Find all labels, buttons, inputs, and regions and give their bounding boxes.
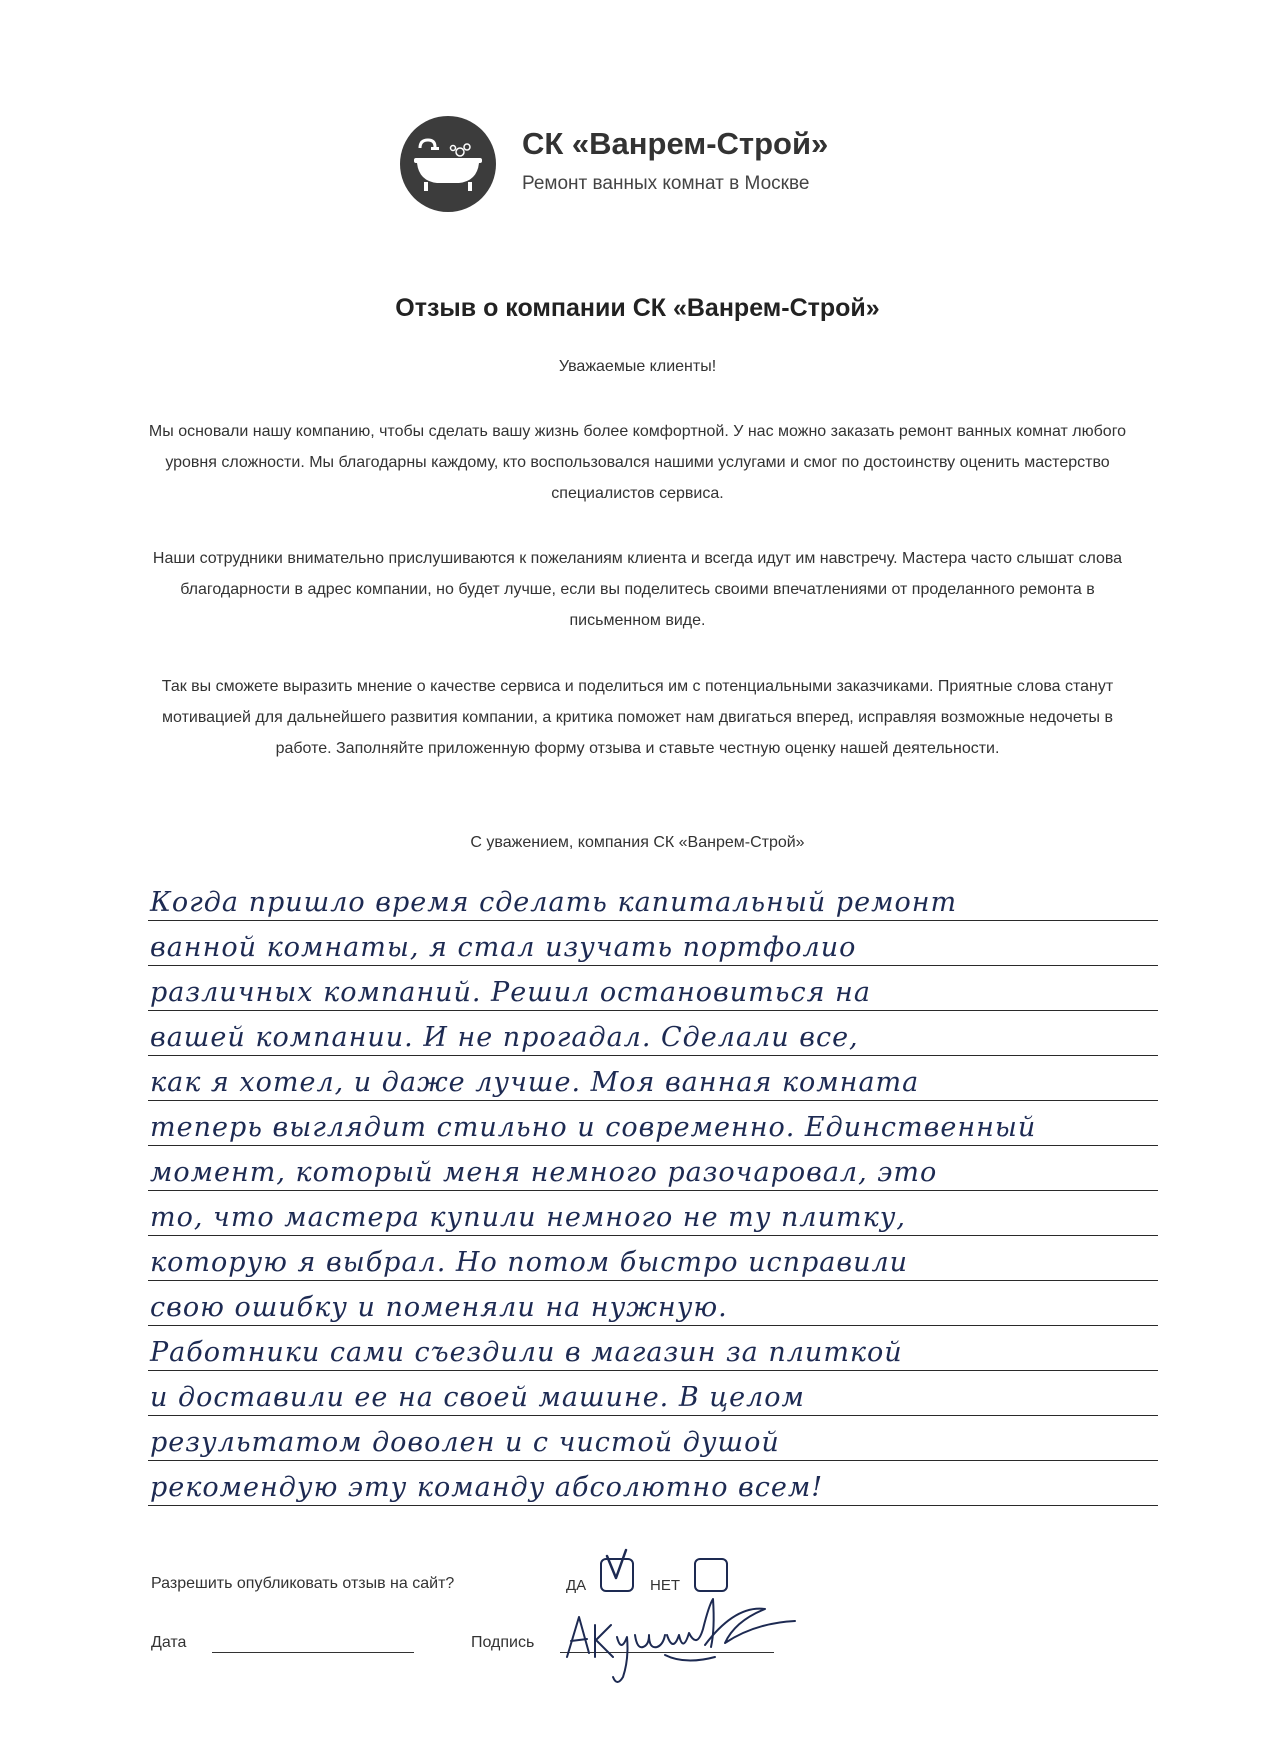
review-line-text: свою ошибку и поменяли на нужную.: [150, 1292, 728, 1323]
review-line-text: то, что мастера купили немного не ту плитку,: [150, 1202, 906, 1233]
review-line: [148, 1420, 1158, 1461]
review-line: [148, 1060, 1158, 1101]
intro-paragraph-2: Наши сотрудники внимательно прислушиваются к пожеланиям клиента и всегда идут им навстречу. Мастера часто слышат слова благодарности в адрес компании, но будет лучше, если вы поделитесь своими впечатлениями от проделанного ремонта в письменном виде.: [152, 550, 1123, 629]
review-line: [148, 1105, 1158, 1146]
review-line: [148, 925, 1158, 966]
review-line: [148, 880, 1158, 921]
intro-paragraph-3: Так вы сможете выразить мнение о качестве сервиса и поделиться им с потенциальными заказчиками. Приятные слова станут мотивацией для дальнейшего развития компании, а критика поможет нам двигаться вперед, исправляя возможные недочеты в работе. Заполняйте приложенную форму отзыва и ставьте честную оценку нашей деятельности.: [161, 678, 1114, 757]
review-line: [148, 1375, 1158, 1416]
intro-paragraph-1: Мы основали нашу компанию, чтобы сделать вашу жизнь более комфортной. У нас можно заказать ремонт ванных комнат любого уровня сложности. Мы благодарны каждому, кто воспользовался нашими услугами и смог по достоинству оценить мастерство специалистов сервиса.: [148, 423, 1127, 502]
review-line: [148, 1195, 1158, 1236]
bathtub-icon: [400, 116, 496, 212]
review-line-text: и доставили ее на своей машине. В целом: [150, 1382, 805, 1413]
checkmark-icon: [604, 1548, 630, 1582]
review-line: [148, 970, 1158, 1011]
no-checkbox[interactable]: [694, 1558, 728, 1592]
review-line-text: различных компаний. Решил остановиться на: [150, 977, 871, 1008]
review-line-text: Работники сами съездили в магазин за плиткой: [150, 1337, 903, 1368]
company-logo: [400, 116, 900, 216]
review-line: [148, 1015, 1158, 1056]
review-line: [148, 1285, 1158, 1326]
review-line-text: Когда пришло время сделать капитальный ремонт: [150, 887, 958, 918]
greeting: Уважаемые клиенты!: [558, 358, 717, 375]
signature-label: Подпись: [471, 1634, 535, 1651]
review-line-text: момент, который меня немного разочаровал, это: [150, 1157, 938, 1188]
no-label: НЕТ: [650, 1577, 680, 1594]
review-line-text: как я хотел, и даже лучше. Моя ванная комната: [150, 1067, 920, 1098]
review-line-text: которую я выбрал. Но потом быстро исправили: [150, 1247, 909, 1278]
review-line: [148, 1330, 1158, 1371]
handwritten-signature: [555, 1595, 805, 1705]
review-line-text: вашей компании. И не прогадал. Сделали все,: [150, 1022, 859, 1053]
company-tagline: Ремонт ванных комнат в Москве: [522, 173, 810, 194]
review-line-text: рекомендую эту команду абсолютно всем!: [150, 1472, 824, 1503]
review-line-text: теперь выглядит стильно и современно. Единственный: [150, 1112, 1037, 1143]
page-title: Отзыв о компании СК «Ванрем-Строй»: [395, 294, 880, 322]
review-line-text: ванной комнаты, я стал изучать портфолио: [150, 932, 857, 963]
review-line: [148, 1465, 1158, 1506]
review-line: [148, 1150, 1158, 1191]
publish-question: Разрешить опубликовать отзыв на сайт?: [151, 1575, 455, 1592]
date-field[interactable]: [212, 1652, 414, 1653]
review-line: [148, 1240, 1158, 1281]
company-name: СК «Ванрем-Строй»: [522, 126, 829, 161]
review-line-text: результатом доволен и с чистой душой: [150, 1427, 780, 1458]
handwritten-review: [148, 880, 1168, 1530]
yes-label: ДА: [566, 1577, 587, 1594]
closing-line: С уважением, компания СК «Ванрем-Строй»: [470, 834, 805, 851]
date-label: Дата: [151, 1634, 187, 1651]
